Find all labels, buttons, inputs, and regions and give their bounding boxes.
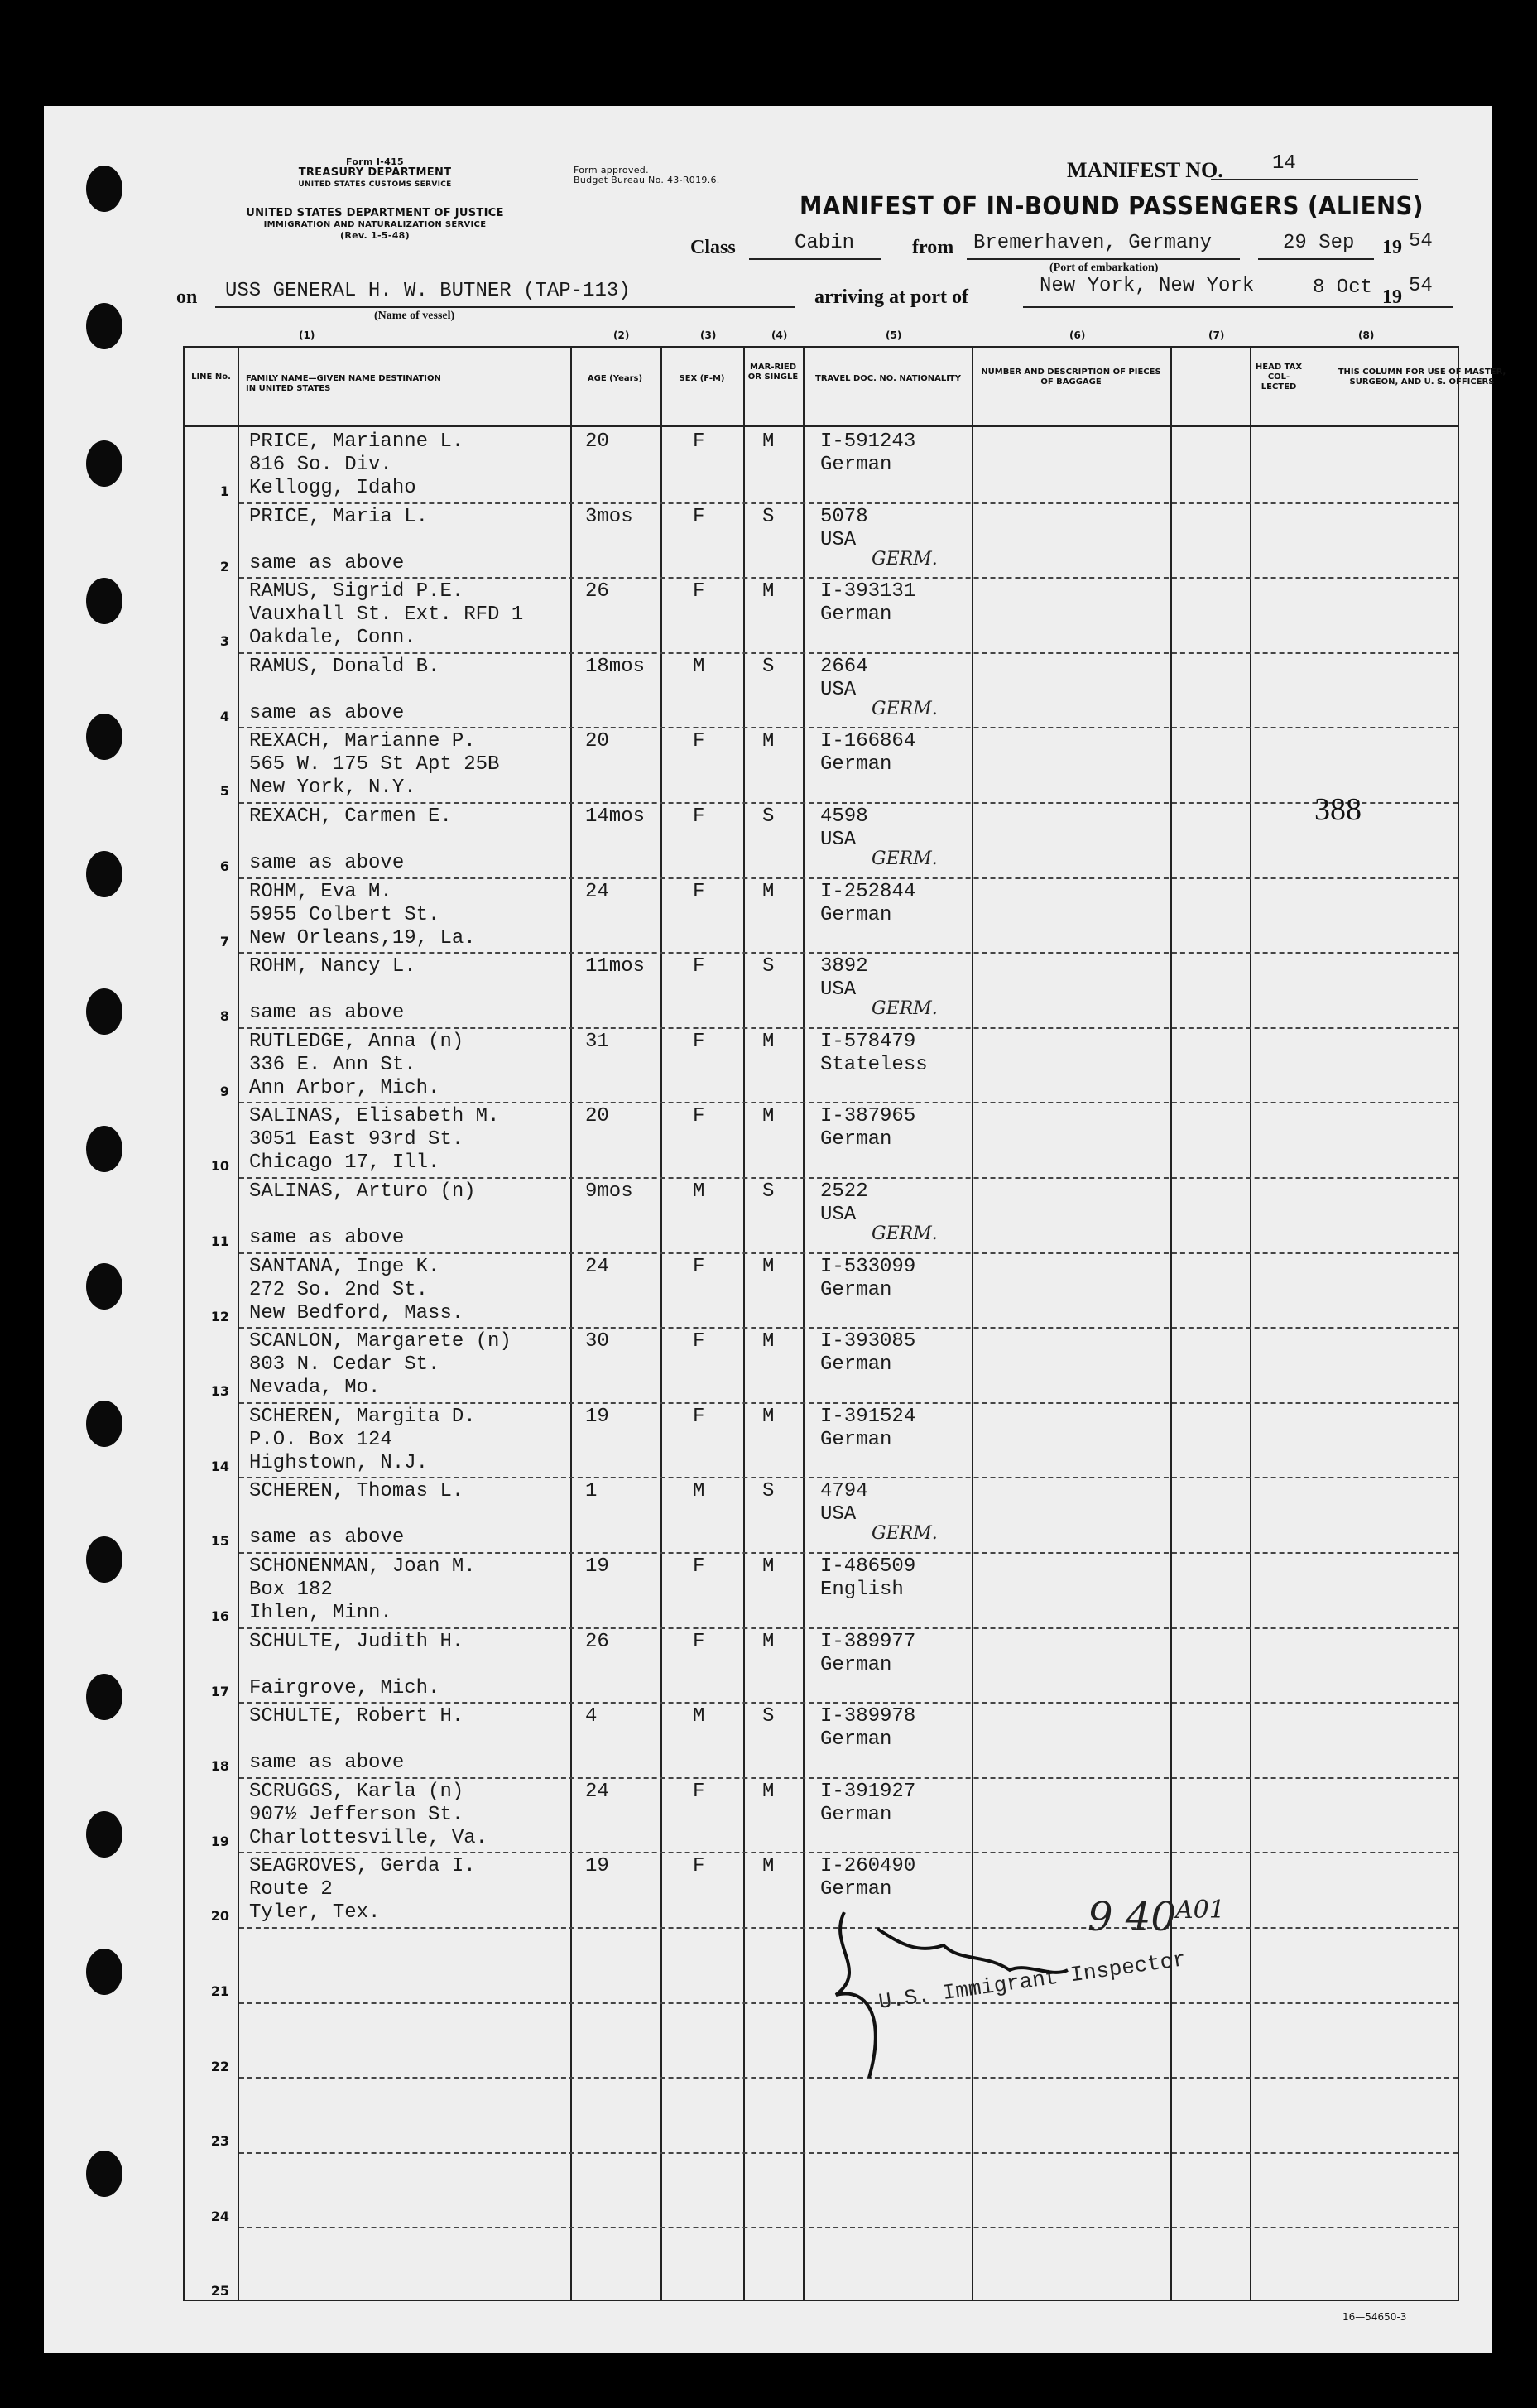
punch-hole — [86, 1536, 122, 1583]
row-number: 18 — [210, 1758, 229, 1775]
passenger-destination: same as above — [249, 1526, 405, 1550]
passenger-marital: M — [762, 1555, 775, 1578]
column-number: (7) — [1208, 329, 1225, 341]
travel-doc-number: I-591243 — [820, 430, 916, 453]
arriving-label: arriving at port of — [814, 286, 968, 308]
passenger-name: REXACH, Carmen E. — [249, 805, 452, 828]
passenger-sex: M — [693, 655, 705, 678]
row-number: 19 — [210, 1833, 229, 1849]
row-number: 16 — [210, 1608, 229, 1624]
travel-doc-number: I-166864 — [820, 730, 916, 753]
passenger-destination: Fairgrove, Mich. — [249, 1676, 440, 1699]
passenger-sex: F — [693, 805, 705, 828]
passenger-marital: M — [762, 430, 775, 453]
arrival-date: 8 Oct — [1313, 276, 1373, 299]
passenger-address: 336 E. Ann St. — [249, 1053, 416, 1076]
passenger-age: 20 — [585, 430, 609, 453]
row-number: 22 — [210, 2058, 229, 2074]
passenger-sex: F — [693, 1780, 705, 1803]
passenger-sex: M — [693, 1180, 705, 1203]
vessel-name: USS GENERAL H. W. BUTNER (TAP-113) — [225, 280, 631, 302]
nationality: Stateless — [820, 1053, 928, 1076]
nationality: German — [820, 1353, 892, 1377]
punch-hole — [86, 988, 122, 1035]
travel-doc-number: I-391524 — [820, 1405, 916, 1428]
from-value: Bremerhaven, Germany — [973, 232, 1213, 254]
manifest-title: MANIFEST OF IN-BOUND PASSENGERS (ALIENS) — [800, 192, 1424, 221]
passenger-marital: S — [762, 1480, 775, 1503]
travel-doc-number: I-260490 — [820, 1855, 916, 1878]
passenger-address: 816 So. Div. — [249, 454, 392, 476]
passenger-sex: F — [693, 505, 705, 528]
inspector-initials: A01 — [1175, 1896, 1225, 1925]
row-number: 1 — [219, 483, 229, 499]
col-sex: SEX (F-M) — [679, 374, 725, 383]
passenger-destination: same as above — [249, 1752, 405, 1775]
passenger-age: 3mos — [585, 505, 633, 528]
passenger-destination: Charlottesville, Va. — [249, 1826, 488, 1849]
passenger-age: 14mos — [585, 805, 646, 828]
inspector-signature-title: U.S. Immigrant Inspector — [877, 1947, 1188, 2015]
travel-doc-number: 2522 — [820, 1180, 868, 1203]
passenger-sex: M — [693, 1705, 705, 1728]
row-number: 9 — [219, 1083, 229, 1099]
row-number: 17 — [210, 1683, 229, 1699]
vessel-caption: (Name of vessel) — [374, 310, 455, 322]
treasury-label: TREASURY DEPARTMENT — [298, 166, 452, 179]
row-number: 23 — [210, 2133, 229, 2150]
passenger-sex: F — [693, 880, 705, 903]
passenger-marital: M — [762, 580, 775, 603]
row-number: 11 — [210, 1233, 229, 1249]
row-number: 2 — [219, 558, 229, 574]
travel-doc-number: I-252844 — [820, 880, 916, 903]
nationality: USA — [820, 1503, 857, 1526]
travel-doc-number: 4598 — [820, 805, 868, 828]
passenger-destination: same as above — [249, 551, 405, 574]
row-number: 4 — [219, 708, 229, 724]
passenger-marital: M — [762, 1330, 775, 1353]
nationality: USA — [820, 1204, 857, 1226]
passenger-age: 31 — [585, 1030, 609, 1053]
passenger-name: ROHM, Nancy L. — [249, 955, 416, 978]
passenger-age: 24 — [585, 1780, 609, 1803]
nationality: German — [820, 1728, 892, 1752]
nationality: German — [820, 903, 892, 926]
passenger-destination: same as above — [249, 1002, 405, 1025]
passenger-destination: same as above — [249, 701, 405, 724]
passenger-sex: F — [693, 430, 705, 453]
punch-hole — [86, 1949, 122, 1995]
col-married: MAR-RIED OR SINGLE — [747, 363, 799, 382]
passenger-age: 26 — [585, 580, 609, 603]
passenger-age: 30 — [585, 1330, 609, 1353]
passenger-address: 3051 East 93rd St. — [249, 1128, 464, 1151]
passenger-destination: Nevada, Mo. — [249, 1377, 381, 1400]
passenger-name: RAMUS, Sigrid P.E. — [249, 580, 464, 603]
inspector-signature — [819, 1896, 1084, 2086]
column-number: (3) — [700, 329, 717, 341]
port-embark-caption: (Port of embarkation) — [1049, 262, 1159, 274]
passenger-name: SCHULTE, Robert H. — [249, 1705, 464, 1728]
ins-label: IMMIGRATION AND NATURALIZATION SERVICE — [263, 220, 487, 229]
inspection-time: 9 40 — [1088, 1894, 1176, 1940]
passenger-destination: Ihlen, Minn. — [249, 1602, 392, 1624]
passenger-destination: Kellogg, Idaho — [249, 477, 416, 499]
passenger-name: SALINAS, Elisabeth M. — [249, 1105, 500, 1128]
passenger-marital: M — [762, 1255, 775, 1278]
passenger-marital: M — [762, 1630, 775, 1653]
travel-doc-number: I-391927 — [820, 1780, 916, 1803]
customs-label: UNITED STATES CUSTOMS SERVICE — [298, 180, 452, 189]
passenger-marital: M — [762, 730, 775, 753]
stamp-number: 388 — [1314, 792, 1362, 827]
nationality: German — [820, 1878, 892, 1901]
nationality: USA — [820, 829, 857, 851]
revision-label: (Rev. 1-5-48) — [340, 230, 410, 241]
passenger-age: 19 — [585, 1555, 609, 1578]
nationality: German — [820, 603, 892, 627]
on-label: on — [176, 286, 198, 308]
passenger-marital: S — [762, 655, 775, 678]
travel-doc-number: I-486509 — [820, 1555, 916, 1578]
row-number: 7 — [219, 933, 229, 949]
row-number: 21 — [210, 1983, 229, 1999]
passenger-destination: New Orleans,19, La. — [249, 926, 476, 949]
passenger-name: SCANLON, Margarete (n) — [249, 1330, 512, 1353]
column-number: (4) — [771, 329, 788, 341]
passenger-marital: M — [762, 1105, 775, 1128]
passenger-destination: Tyler, Tex. — [249, 1901, 381, 1925]
passenger-destination: Highstown, N.J. — [249, 1451, 429, 1474]
class-value: Cabin — [795, 232, 855, 254]
class-label: Class — [690, 237, 736, 258]
passenger-age: 11mos — [585, 955, 646, 978]
passenger-address: Box 182 — [249, 1579, 333, 1601]
passenger-age: 24 — [585, 880, 609, 903]
passenger-destination: Chicago 17, Ill. — [249, 1151, 440, 1175]
punch-hole — [86, 851, 122, 897]
passenger-name: RUTLEDGE, Anna (n) — [249, 1030, 464, 1053]
passenger-sex: F — [693, 730, 705, 753]
column-number: (6) — [1069, 329, 1086, 341]
passenger-age: 18mos — [585, 655, 646, 678]
punch-hole — [86, 1811, 122, 1858]
passenger-destination: same as above — [249, 852, 405, 874]
row-number: 12 — [210, 1308, 229, 1324]
row-number: 6 — [219, 858, 229, 874]
col-age: AGE (Years) — [587, 374, 643, 383]
row-number: 8 — [219, 1008, 229, 1025]
passenger-sex: F — [693, 1030, 705, 1053]
punch-hole — [86, 440, 122, 487]
punch-hole — [86, 166, 122, 212]
travel-doc-number: I-389978 — [820, 1705, 916, 1728]
passenger-name: SEAGROVES, Gerda I. — [249, 1855, 476, 1878]
punch-hole — [86, 303, 122, 349]
travel-doc-number: 2664 — [820, 655, 868, 678]
passenger-marital: M — [762, 1855, 775, 1878]
nationality: English — [820, 1579, 904, 1601]
passenger-name: SALINAS, Arturo (n) — [249, 1180, 476, 1203]
passenger-marital: M — [762, 1405, 775, 1428]
passenger-name: SCHONENMAN, Joan M. — [249, 1555, 476, 1578]
col-name: FAMILY NAME—GIVEN NAME DESTINATION IN UNITED STATES — [246, 374, 441, 393]
passenger-marital: M — [762, 1030, 775, 1053]
arrival-year: 54 — [1409, 275, 1433, 297]
passenger-address: 565 W. 175 St Apt 25B — [249, 753, 500, 776]
col-officers: THIS COLUMN FOR USE OF MASTER, SURGEON, AND U. S. OFFICERS — [1338, 368, 1506, 387]
passenger-marital: S — [762, 505, 775, 528]
row-number: 25 — [210, 2283, 229, 2300]
handwritten-note: GERM. — [872, 1223, 938, 1244]
punch-hole — [86, 1674, 122, 1720]
nationality: German — [820, 1653, 892, 1676]
passenger-age: 20 — [585, 1105, 609, 1128]
passenger-marital: S — [762, 955, 775, 978]
row-number: 14 — [210, 1458, 229, 1474]
passenger-name: PRICE, Maria L. — [249, 505, 429, 528]
budget-bureau: Budget Bureau No. 43-R019.6. — [574, 175, 720, 185]
passenger-marital: S — [762, 1705, 775, 1728]
departure-year: 54 — [1409, 230, 1433, 252]
arrival-year-prefix: 19 — [1382, 286, 1402, 308]
nationality: German — [820, 1803, 892, 1826]
nationality: German — [820, 753, 892, 776]
manifest-no-label: MANIFEST NO. — [1067, 158, 1223, 182]
passenger-sex: M — [693, 1480, 705, 1503]
departure-date: 29 Sep — [1283, 232, 1355, 254]
passenger-name: SCHEREN, Margita D. — [249, 1405, 476, 1428]
nationality: USA — [820, 678, 857, 701]
passenger-age: 26 — [585, 1630, 609, 1653]
punch-hole — [86, 714, 122, 760]
nationality: German — [820, 454, 892, 476]
passenger-name: SANTANA, Inge K. — [249, 1255, 440, 1278]
nationality: German — [820, 1128, 892, 1151]
row-number: 13 — [210, 1383, 229, 1400]
passenger-age: 19 — [585, 1855, 609, 1878]
passenger-destination: New York, N.Y. — [249, 776, 416, 800]
passenger-name: ROHM, Eva M. — [249, 880, 392, 903]
handwritten-note: GERM. — [872, 548, 938, 570]
passenger-name: RAMUS, Donald B. — [249, 655, 440, 678]
arrival-port: New York, New York — [1040, 275, 1255, 297]
punch-hole — [86, 1263, 122, 1310]
passenger-age: 4 — [585, 1705, 598, 1728]
travel-doc-number: 3892 — [820, 955, 868, 978]
passenger-address: 5955 Colbert St. — [249, 903, 440, 926]
nationality: USA — [820, 528, 857, 551]
manifest-no-value: 14 — [1272, 152, 1296, 175]
passenger-sex: F — [693, 1630, 705, 1653]
passenger-name: SCHEREN, Thomas L. — [249, 1480, 464, 1503]
justice-label: UNITED STATES DEPARTMENT OF JUSTICE — [246, 207, 504, 219]
travel-doc-number: I-533099 — [820, 1255, 916, 1278]
from-label: from — [912, 237, 954, 258]
row-number: 24 — [210, 2208, 229, 2224]
row-number: 10 — [210, 1158, 229, 1175]
column-number: (1) — [299, 329, 315, 341]
passenger-name: SCRUGGS, Karla (n) — [249, 1780, 464, 1803]
form-approved: Form approved. — [574, 165, 649, 175]
passenger-age: 20 — [585, 730, 609, 753]
passenger-sex: F — [693, 1855, 705, 1878]
row-number: 15 — [210, 1533, 229, 1550]
travel-doc-number: I-578479 — [820, 1030, 916, 1053]
passenger-sex: F — [693, 1555, 705, 1578]
passenger-address: Route 2 — [249, 1878, 333, 1901]
passenger-destination: Ann Arbor, Mich. — [249, 1076, 440, 1099]
column-number: (2) — [613, 329, 630, 341]
passenger-sex: F — [693, 1405, 705, 1428]
passenger-marital: M — [762, 1780, 775, 1803]
passenger-address: 272 So. 2nd St. — [249, 1278, 429, 1301]
nationality: German — [820, 1278, 892, 1301]
passenger-marital: M — [762, 880, 775, 903]
passenger-destination: Oakdale, Conn. — [249, 627, 416, 650]
passenger-age: 24 — [585, 1255, 609, 1278]
travel-doc-number: I-393131 — [820, 580, 916, 603]
passenger-sex: F — [693, 580, 705, 603]
passenger-age: 1 — [585, 1480, 598, 1503]
travel-doc-number: 5078 — [820, 505, 868, 528]
handwritten-note: GERM. — [872, 698, 938, 719]
footer-code: 16—54650-3 — [1342, 2311, 1407, 2323]
col-travel-doc: TRAVEL DOC. NO. NATIONALITY — [815, 374, 961, 383]
passenger-address: Vauxhall St. Ext. RFD 1 — [249, 603, 524, 627]
nationality: German — [820, 1428, 892, 1451]
passenger-age: 9mos — [585, 1180, 633, 1203]
row-number: 3 — [219, 633, 229, 650]
passenger-name: SCHULTE, Judith H. — [249, 1630, 464, 1653]
nationality: USA — [820, 978, 857, 1002]
punch-hole — [86, 1126, 122, 1172]
handwritten-note: GERM. — [872, 998, 938, 1020]
travel-doc-number: I-389977 — [820, 1630, 916, 1653]
form-number: Form I-415 — [346, 156, 404, 167]
col-baggage: NUMBER AND DESCRIPTION OF PIECES OF BAGGAGE — [981, 368, 1161, 387]
passenger-name: REXACH, Marianne P. — [249, 730, 476, 753]
departure-year-prefix: 19 — [1382, 237, 1402, 258]
passenger-destination: New Bedford, Mass. — [249, 1301, 464, 1324]
passenger-sex: F — [693, 1330, 705, 1353]
passenger-address: 803 N. Cedar St. — [249, 1353, 440, 1377]
travel-doc-number: I-387965 — [820, 1105, 916, 1128]
passenger-sex: F — [693, 1255, 705, 1278]
column-number: (5) — [886, 329, 902, 341]
handwritten-note: GERM. — [872, 1523, 938, 1545]
passenger-address: P.O. Box 124 — [249, 1428, 392, 1451]
punch-hole — [86, 2151, 122, 2197]
punch-hole — [86, 1401, 122, 1447]
travel-doc-number: 4794 — [820, 1480, 868, 1503]
passenger-name: PRICE, Marianne L. — [249, 430, 464, 453]
passenger-sex: F — [693, 1105, 705, 1128]
handwritten-note: GERM. — [872, 848, 938, 869]
passenger-marital: S — [762, 1180, 775, 1203]
row-number: 5 — [219, 783, 229, 800]
passenger-sex: F — [693, 955, 705, 978]
passenger-age: 19 — [585, 1405, 609, 1428]
row-number: 20 — [210, 1908, 229, 1925]
column-number: (8) — [1358, 329, 1375, 341]
travel-doc-number: I-393085 — [820, 1330, 916, 1353]
passenger-marital: S — [762, 805, 775, 828]
passenger-address: 907½ Jefferson St. — [249, 1803, 464, 1826]
passenger-destination: same as above — [249, 1227, 405, 1249]
col-line-no: LINE No. — [191, 372, 231, 382]
punch-hole — [86, 578, 122, 624]
col-head-tax: HEAD TAX COL-LECTED — [1255, 363, 1303, 392]
